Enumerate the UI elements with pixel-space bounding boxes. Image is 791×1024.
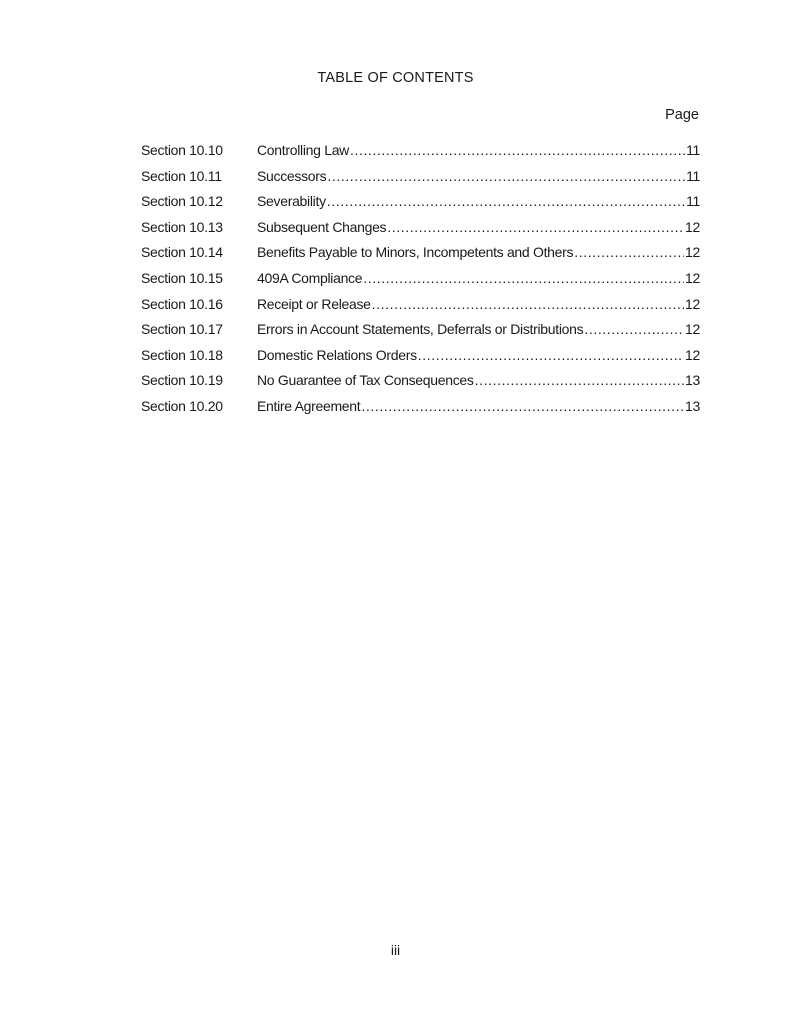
toc-page-number: 13 [685,397,700,414]
toc-row [141,372,700,398]
toc-entry [257,219,700,235]
toc-page-number: 12 [685,244,700,261]
toc-page-number: 13 [685,372,700,389]
toc-row [141,321,700,347]
toc-section-number: Section 10.12 [141,193,223,210]
toc-row [141,270,700,296]
toc-dot-leader [574,244,684,260]
toc-section-number: Section 10.16 [141,295,223,312]
toc-entry [257,142,700,158]
toc-dot-leader [475,372,684,388]
toc-section-title: No Guarantee of Tax Consequences [257,372,474,389]
toc-dot-leader [327,193,685,209]
toc-entry [257,372,700,388]
page-column-heading: Page [665,107,699,123]
toc-row [141,142,700,168]
toc-section-number: Section 10.19 [141,372,223,389]
toc-row [141,296,700,322]
toc-page-number: 12 [685,269,700,286]
toc-section-title: Subsequent Changes [257,218,387,235]
toc-entry [257,168,700,184]
toc-section-title: 409A Compliance [257,269,363,286]
toc-section-title: Successors [257,167,327,184]
toc-row [141,168,700,194]
toc-entry [257,244,700,260]
toc-page-number: 11 [686,142,700,158]
toc-page-number: 11 [686,167,700,184]
toc-entry [257,398,700,414]
toc-section-title: Errors in Account Statements, Deferrals or Distributions [257,321,584,338]
toc-dot-leader [418,347,684,363]
toc-row [141,398,700,424]
toc-page-number: 12 [685,346,700,363]
toc-section-number: Section 10.15 [141,269,223,286]
toc-entry [257,270,700,286]
toc-section-number: Section 10.20 [141,397,223,414]
toc-dot-leader [372,296,684,312]
toc-dot-leader [387,219,684,235]
toc-entry [257,347,700,363]
toc-list [141,142,700,424]
toc-row [141,347,700,373]
toc-section-number: Section 10.11 [141,167,222,184]
toc-dot-leader [361,398,684,414]
toc-page-number: 11 [686,193,700,210]
toc-page-number: 12 [685,321,700,338]
toc-section-number: Section 10.14 [141,244,223,261]
toc-dot-leader [584,321,684,337]
footer-page-number: iii [390,942,401,958]
toc-row [141,193,700,219]
toc-section-number: Section 10.17 [141,321,223,338]
toc-section-number: Section 10.10 [141,142,223,158]
toc-section-title: Entire Agreement [257,397,361,414]
toc-row [141,244,700,270]
toc-section-title: Benefits Payable to Minors, Incompetents and Others [257,244,574,261]
toc-dot-leader [350,142,685,158]
toc-page-number: 12 [685,218,700,235]
toc-entry [257,193,700,209]
toc-entry [257,296,700,312]
toc-section-title: Controlling Law [257,142,349,158]
toc-entry [257,321,700,337]
toc-dot-leader [363,270,684,286]
toc-section-number: Section 10.18 [141,346,223,363]
toc-row [141,219,700,245]
toc-section-title: Receipt or Release [257,295,371,312]
toc-title: TABLE OF CONTENTS [317,70,474,86]
toc-dot-leader [327,168,685,184]
toc-section-number: Section 10.13 [141,218,223,235]
toc-section-title: Domestic Relations Orders [257,346,417,363]
toc-section-title: Severability [257,193,326,210]
toc-page-number: 12 [685,295,700,312]
